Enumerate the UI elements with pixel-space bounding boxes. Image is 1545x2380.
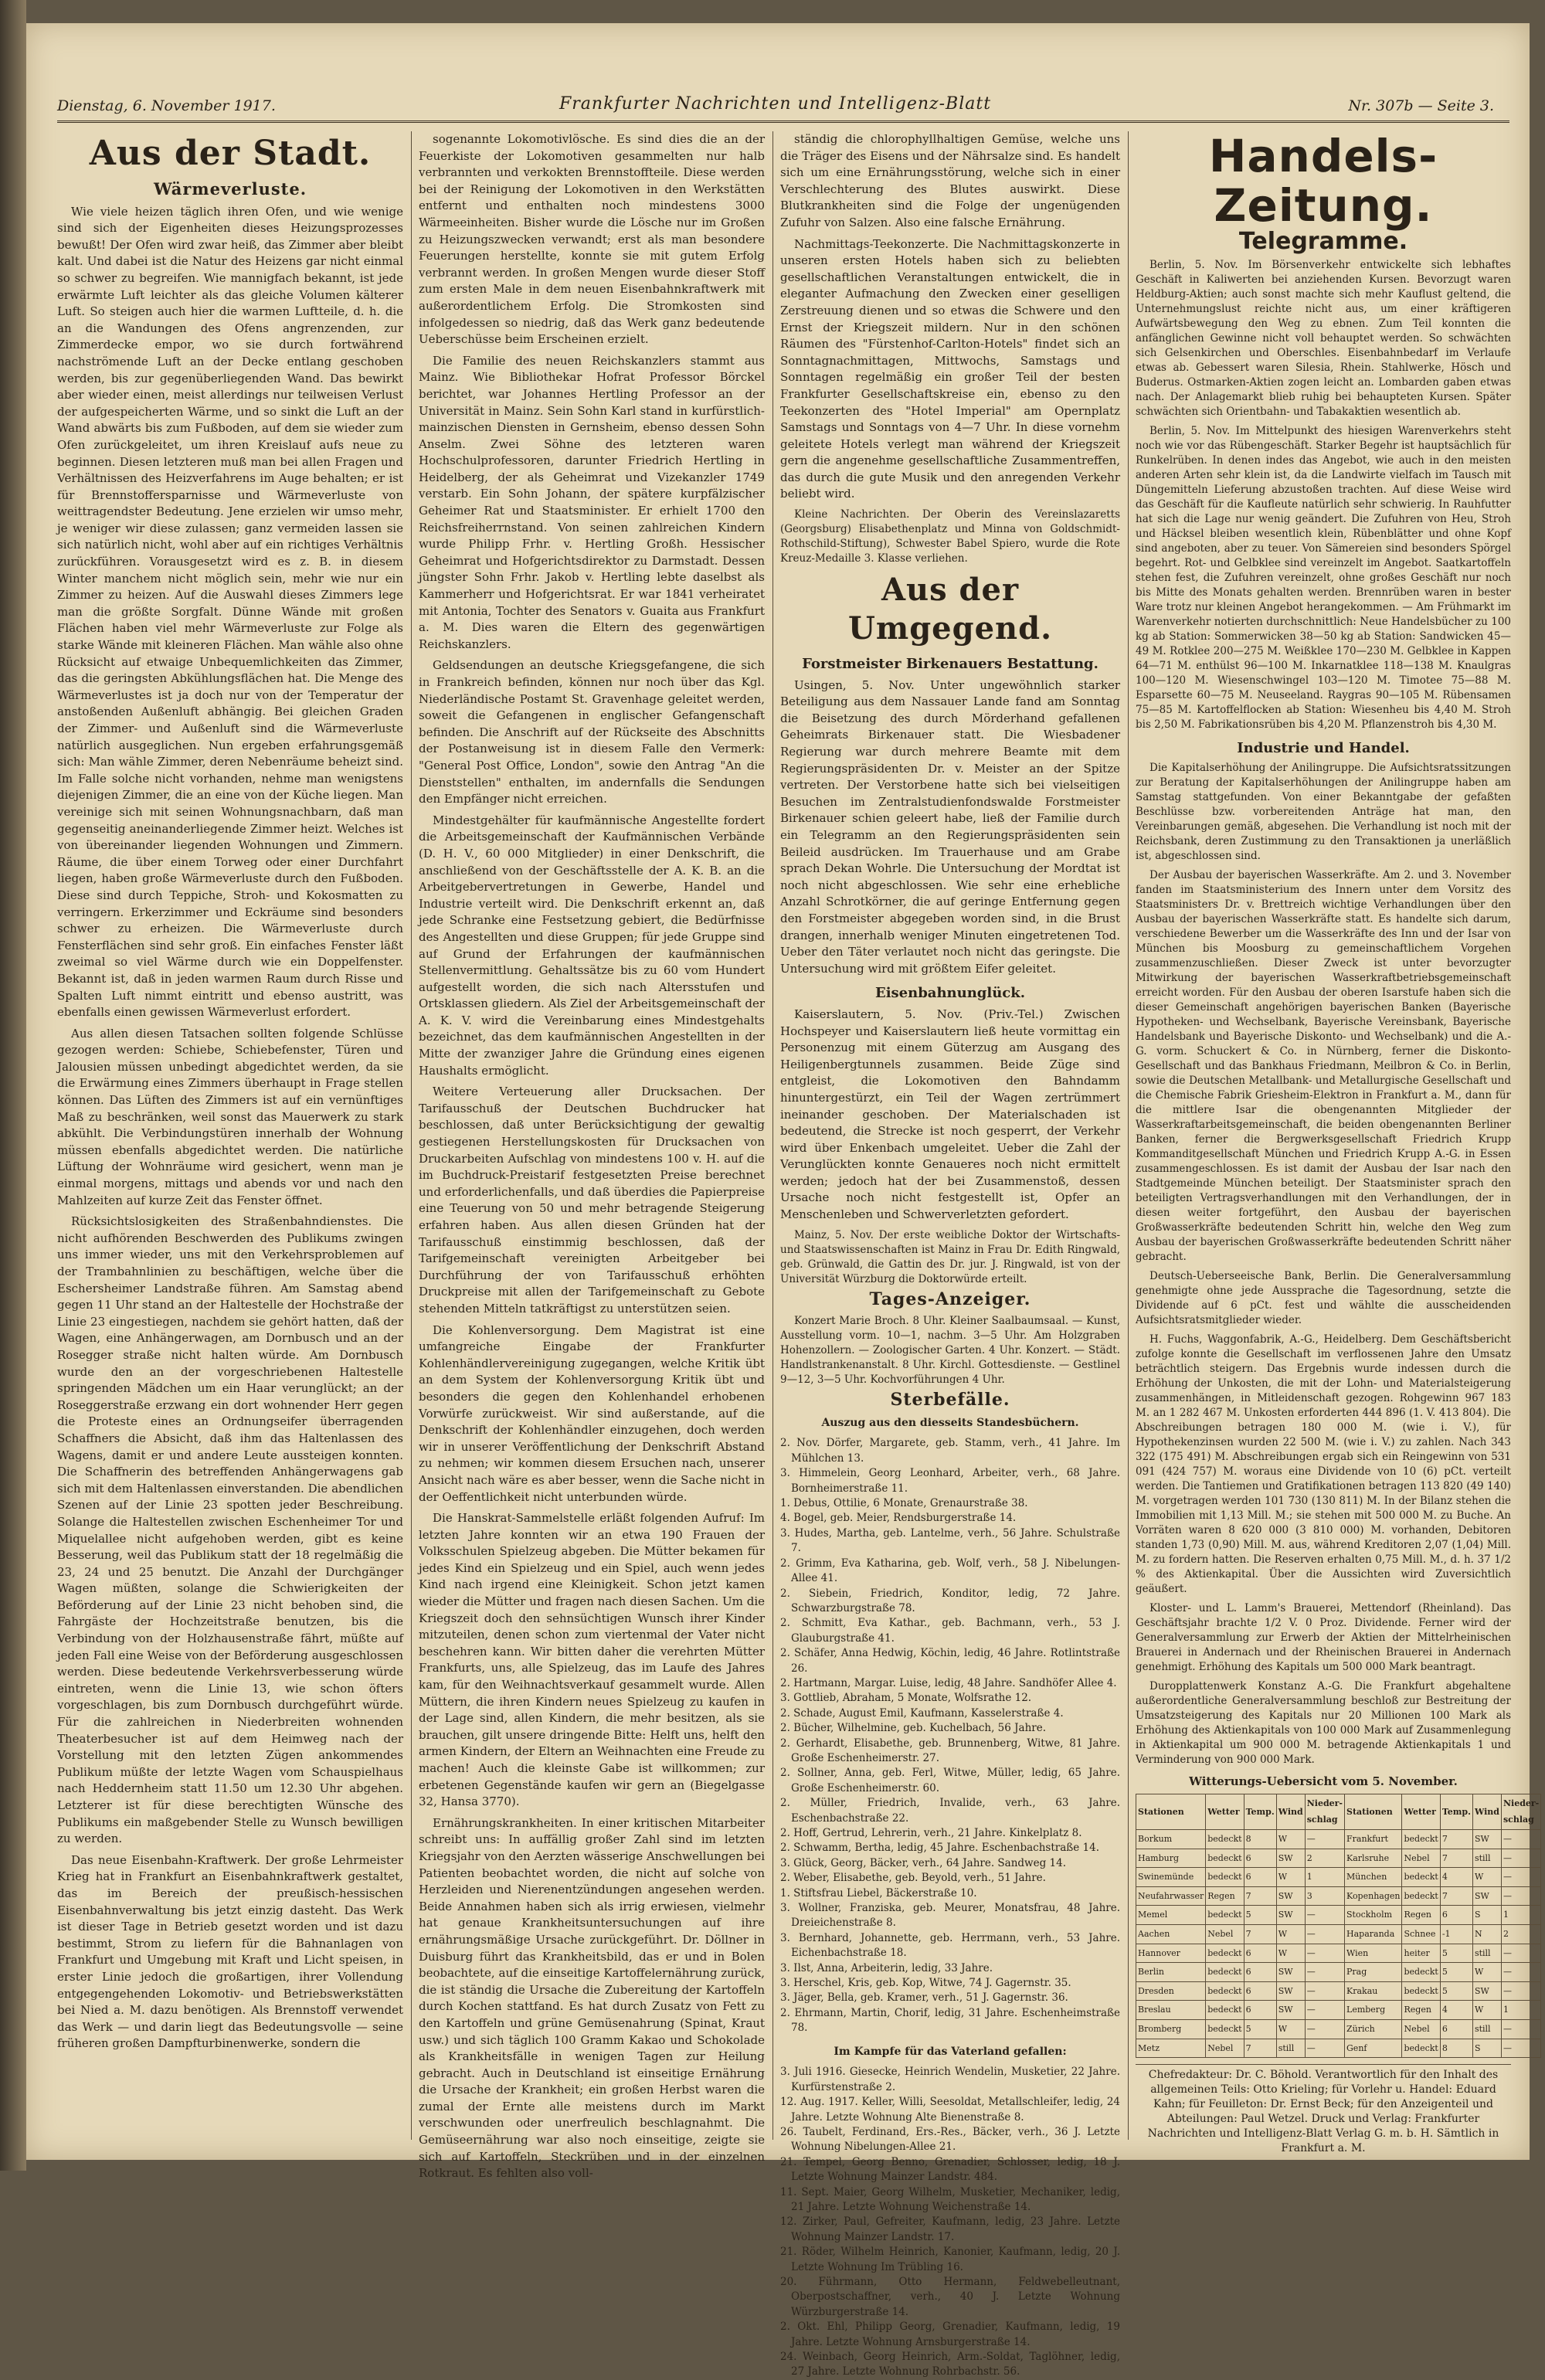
fallen-soldier-notice: 2. Okt. Ehl, Philipp Georg, Grenadier, Kaufmann, ledig, 19 Jahre. Letzte Wohnung Arnsburgerstraße 14. [780, 2321, 1120, 2348]
weather-cell: Nebel [1206, 2039, 1244, 2058]
weather-cell: — [1305, 1924, 1344, 1944]
weather-cell: W [1472, 1868, 1501, 1887]
article-title: Forstmeister Birkenauers Bestattung. [802, 656, 1098, 673]
death-notice: 2. Gerhardt, Elisabethe, geb. Brunnenberg, Witwe, 81 Jahre. Große Eschenheimerstr. 27. [780, 1737, 1120, 1764]
weather-cell: 8 [1440, 2039, 1472, 2058]
weather-column-header: Temp. [1440, 1794, 1472, 1829]
weather-cell: 2 [1501, 1924, 1540, 1944]
weather-cell: — [1501, 1981, 1540, 2001]
death-notice: 4. Bogel, geb. Meier, Rendsburgerstraße 14. [780, 1512, 1017, 1525]
weather-cell: Frankfurt [1345, 1829, 1402, 1849]
weather-cell: — [1305, 1829, 1344, 1849]
column-1 [57, 131, 403, 2155]
weather-cell: 7 [1440, 1886, 1472, 1906]
weather-row [1136, 1849, 1541, 1868]
section-title-deaths: Sterbefälle. [890, 1390, 1010, 1411]
weather-cell: 5 [1440, 1981, 1472, 2001]
weather-cell: 3 [1305, 1886, 1344, 1906]
article-paragraph: Deutsch-Ueberseeische Bank, Berlin. Die Generalversammlung genehmigte ohne jede Aussprache die Tagesordnung, setzte die Dividende auf 6 pCt. fest und wählte die ausscheidenden Aufsichtsratsmitglieder wieder. [1136, 1270, 1511, 1327]
weather-cell: still [1472, 1849, 1501, 1868]
fallen-soldier-notice: 3. Juli 1916. Giesecke, Heinrich Wendelin, Musketier, 22 Jahre. Kurfürstenstraße 2. [780, 2066, 1120, 2093]
weather-cell: SW [1472, 1829, 1501, 1849]
newspaper-page [26, 23, 1540, 2378]
weather-cell: 7 [1244, 2039, 1276, 2058]
weather-cell: — [1501, 2039, 1540, 2058]
weather-cell: W [1472, 1963, 1501, 1982]
article-paragraph: Kloster- und L. Lamm's Brauerei, Mettendorf (Rheinland). Das Geschäftsjahr brachte 1/2 V. 0 Proz. Dividende. Ferner wird der Generalversammlung zur Erwerb der Aktien der Mittelrheinischen Brauerei in Andernach und der Rheinischen Brauerei in Andernach genehmigt. Erhöhung des Kapitals um 500 000 Mark beantragt. [1136, 1602, 1511, 1674]
article-paragraph: Das neue Eisenbahn-Kraftwerk. Der große Lehrmeister Krieg hat in Frankfurt an Eisenbahnkraftwerk gestaltet, das im Bereich der preußisch-hessischen Eisenbahnverwaltung bis jetzt einzig dasteht. Das Werk ist dieser Tage in Betrieb gesetzt worden und ist dazu bestimmt, Strom zu liefern für die Bahnanlagen von Frankfurt und Umgebung mit Kraft und Licht speisen, in erster Linie jedoch die großartigen, ihrer Vollendung entgegengehenden Lokomotiv- und Betriebswerkstätten bei Nied a. M. dazu benötigen. Als Brennstoff verwendet das Werk — und darin liegt das Bedeutungsvolle — seine früheren großen Dampfturbinenwerke, sondern die [57, 1852, 403, 2051]
weather-cell: 1 [1501, 1906, 1540, 1925]
weather-cell: — [1305, 1944, 1344, 1963]
weather-cell: — [1305, 1981, 1344, 2001]
weather-cell: 6 [1244, 1963, 1276, 1982]
weather-cell: 5 [1440, 1963, 1472, 1982]
weather-header-row [1136, 1794, 1541, 1829]
weather-cell: W [1276, 1944, 1305, 1963]
death-notice: 1. Stiftsfrau Liebel, Bäckerstraße 10. [780, 1886, 977, 1900]
weather-cell: bedeckt [1402, 1829, 1440, 1849]
impressum: Chefredakteur: Dr. C. Böhold. Verantwortlich für den Inhalt des allgemeinen Teils: Otto Krieling; für Vorlehr u. Handel: Eduard Kahn; für Feuilleton: Dr. Ernst Beck; für den Anzeigenteil und Abteilungen: Paul Wetzel. Druck und Verlag: Frankfurter Nachrichten und Intelligenz-Blatt Verlag G. m. b. H. Sämtlich in Frankfurt a. M. [1136, 2064, 1511, 2156]
weather-cell: Stockholm [1345, 1906, 1402, 1925]
article-title-heat-loss: Wärmeverluste. [153, 179, 307, 199]
death-notice: 2. Ehrmann, Martin, Chorif, ledig, 31 Jahre. Eschenheimstraße 78. [780, 2006, 1120, 2035]
death-notice: 2. Siebein, Friedrich, Konditor, ledig, 72 Jahre. Schwarzburgstraße 78. [780, 1587, 1120, 1614]
weather-cell: — [1305, 1906, 1344, 1925]
weather-cell: bedeckt [1206, 1849, 1244, 1868]
article-paragraph: Wie viele heizen täglich ihren Ofen, und wie wenige sind sich der Eigenheiten dieses Heizungsprozesses bewußt! Der Ofen wird zwar heiß, das Zimmer aber bleibt kalt. Und dabei ist die Natur des Heizens gar nicht einmal so schwer zu begreifen. Wie mannigfach bekannt, ist jede erwärmte Luft leichter als das gleiche Volumen kälterer Luft. So steigen auch hier die warmen Luftteile, d. h. die an die Wandungen des Ofens angrenzenden, zur Zimmerdecke empor, wo sie durch fortwährend nachströmende Luft an der Decke entlang geschoben werden, bis zur gegenüberliegenden Wand. Das bewirkt aber wieder einen, meist allerdings nur teilweisen Verlust der aufgespeicherten Wärme, und so sinkt die Luft an der Wand abwärts bis zum Fußboden, auf dem sie wieder zum Ofen zurückgeleitet, um ihren Kreislauf aufs neue zu beginnen. Diesen letzteren muß man bei allen Fragen und Verhältnissen des Heizverfahrens im Auge behalten; er ist für Brennstoffersparnisse und Wärmeverluste von weittragendster Bedeutung. Jene erzielen wir umso mehr, je weniger wir diese zulassen; ganz vermeiden lassen sie sich natürlich nicht, wohl aber auf ein richtiges Verhältnis zurückführen. Vorausgesetzt wird es z. B. in diesem Winter manchem nicht möglich sein, mehr wie nur ein Zimmer zu heizen. Auf die Auswahl dieses Zimmers lege man die größte Sorgfalt. Dünne Wände mit großen Flächen haben viel mehr Wärmeverluste zur Folge als starke Wände mit kleineren Flächen. Man wähle also ohne Rücksicht auf etwaige Unbequemlichkeiten das Zimmer, das die geringsten Abkühlungsflächen hat. Die Menge des Wärmeverlustes ist ja doch nur von der Temperatur der anstoßenden Außenluft abhängig. Bei gleichen Graden der Zimmer- und Außenluft sind die Wärmeverluste natürlich ausgeglichen. Nun ergeben erfahrungsgemäß sich: Man wähle Zimmer, deren Nebenräume beheizt sind. Im Falle solche nicht vorhanden, nehme man wenigstens diejenigen Zimmer, die an eine von der Küche liegen. Man vereinige sich mit seinen Wohnungsnachbarn, daß man gegenseitig aneinanderliegende Zimmer heizt. Welches ist von übereinander liegenden Wohnungen und Zimmern. Räume, die über einem Torweg oder einer Durchfahrt liegen, haben große Wärmeverluste durch den Fußboden. Diese sind durch Teppiche, Stroh- und Kokosmatten zu verringern. Erkerzimmer und Eckräume sind besonders schwer zu erheizen. Die Wärmeverluste durch Fensterflächen sind sehr groß. Ein einfaches Fenster läßt zweimal so viel Wärme durch wie ein Doppelfenster. Bekannt ist, daß in jeden warmen Raum durch Risse und Spalten Luft nimmt eintritt und ebenso austritt, was ebenfalls einen gewissen Wärmeverlust erfordert. [57, 204, 403, 1020]
weather-cell: Krakau [1345, 1981, 1402, 2001]
death-notice: 3. Wollner, Franziska, geb. Meurer, Monatsfrau, 48 Jahre. Dreieichenstraße 8. [780, 1902, 1120, 1930]
weather-cell: Hamburg [1136, 1849, 1206, 1868]
weather-cell: Haparanda [1345, 1924, 1402, 1944]
weather-column-header: Nieder-schlag [1305, 1794, 1344, 1829]
weather-column-header: Wind [1276, 1794, 1305, 1829]
article-paragraph: Der Ausbau der bayerischen Wasserkräfte. Am 2. und 3. November fanden im Staatsministerium des Innern unter dem Vorsitz des Staatsministers Dr. v. Brettreich wichtige Verhandlungen über den Ausbau der bayerischen Wasserkräfte statt. Es handelte sich darum, verschiedene Bewerber um die Wasserkräfte des Inn und der Isar von München bis Moosburg zu gemeinschaftlichem Vorgehen zusammenzuschließen. Dieser Zweck ist unter bevorzugter Mitwirkung der bayerischen Wasserkraftbetriebsgemeinschaft erreicht worden. Für den Ausbau der oberen Isarstufe haben sich die dieser Gemeinschaft angehörigen bayerischen Banken (Bayerische Hypotheken- und Wechselbank, Bayerische Vereinsbank, Bayerische Handelsbank und Bayerische Diskonto- und Wechselbank) und die A.-G. vorm. Schuckert & Co. in Nürnberg, ferner die Diskonto-Gesellschaft und das Bankhaus Friedmann, Meilbron & Co. in Berlin, sowie die Deutschen Metallbank- und Metallurgische Gesellschaft und die Chemische Fabrik Griesheim-Elektron in Frankfurt a. M., dann für die mittlere Isar die obengenannten Mitglieder der Wasserkraftarbeitsgemeinschaft, die beiden obengenannten Berliner Banken, ferner die Bergwerksgesellschaft Friedrich Krupp Kommanditgesellschaft München und Friedrich Krupp A.-G. in Essen zusammengeschlossen. Es ist damit der Ausbau der Isar nach den Stadtgemeinde München beteiligt. Der Staatsminister sprach den beteiligten Vertragsverhandlungen mit den Verhandlungen, der in diesen weiter fortgeführt, den Ausbau der bayerischen Großwasserkräfte bedeutenden Schritt hin, welche den Weg zum Ausbau der bayerischen Großwasserkräfte bedeutenden Schritt näher gebracht. [1136, 869, 1511, 1264]
weather-cell: 5 [1244, 2019, 1276, 2039]
masthead-title: Frankfurter Nachrichten und Intelligenz-Blatt [559, 94, 992, 114]
weather-row [1136, 2001, 1541, 2020]
section-title-daily-guide: Tages-Anzeiger. [869, 1288, 1031, 1309]
page-header [57, 94, 1509, 123]
weather-cell: 8 [1244, 1829, 1276, 1849]
event-listing: Konzert Marie Broch. 8 Uhr. Kleiner Saalbaumsaal. — Kunst, Ausstellung vorm. 10—1, nachm. 3—5 Uhr. Am Holzgraben Hohenzollern. — Zoologischer Garten. 4 Uhr. Konzert. — Städt. Handlstrankenanstalt. 8 Uhr. Kirchl. Gottesdienste. — Gestlinel 9—12, 3—5 Uhr. Kochvorführungen 4 Uhr. [780, 1315, 1120, 1387]
article-paragraph: sogenannte Lokomotivlösche. Es sind dies die an der Feuerkiste der Lokomotiven gesammelten nur halb verbrannten und verkokten Brennstoffteile. Diese werden bei der Reinigung der Lokomotiven in den Werkstätten entfernt und enthalten noch mindestens 3000 Wärmeeinheiten. Bisher wurde die Lösche nur im Großen zu Heizungszwecken verwandt; erst als man besondere Feuerungen herstellte, konnte sie mit gutem Erfolg verbrannt werden. In großen Mengen wurde dieser Stoff zum ersten Male in dem neuen Eisenbahnkraftwerk mit außerordentlichem Erfolg. Die Stromkosten sind infolgedessen so niedrig, daß das Werk ganz bedeutende Ueberschüsse beim Erscheinen erzielt. [419, 132, 765, 347]
column-4 [1136, 130, 1540, 2155]
weather-cell: bedeckt [1402, 1963, 1440, 1982]
weather-cell: Borkum [1136, 1829, 1206, 1849]
weather-cell: still [1472, 2019, 1501, 2039]
weather-row [1136, 1944, 1541, 1963]
death-notice: 2. Schmitt, Eva Kathar., geb. Bachmann, verh., 53 J. Glauburgstraße 41. [780, 1617, 1120, 1645]
column-rule [772, 131, 773, 2140]
weather-cell: — [1501, 1868, 1540, 1887]
weather-cell: Regen [1206, 1886, 1244, 1906]
weather-row [1136, 1906, 1541, 1925]
death-notice: 2. Sollner, Anna, geb. Ferl, Witwe, Müller, ledig, 65 Jahre. Große Eschenheimerstr. 60. [780, 1767, 1120, 1794]
weather-cell: Prag [1345, 1963, 1402, 1982]
weather-cell: — [1501, 2019, 1540, 2039]
weather-title: Witterungs-Uebersicht vom 5. November. [1189, 1774, 1458, 1789]
weather-cell: Genf [1345, 2039, 1402, 2058]
death-notice: 2. Schwamm, Bertha, ledig, 45 Jahre. Eschenbachstraße 14. [780, 1842, 1100, 1855]
weather-cell: 7 [1440, 1829, 1472, 1849]
fallen-soldier-notice: 26. Taubelt, Ferdinand, Ers.-Res., Bäcker, verh., 36 J. Letzte Wohnung Nibelungen-Allee 21. [780, 2125, 1120, 2154]
article-paragraph: Geldsendungen an deutsche Kriegsgefangene, die sich in Frankreich befinden, können nur noch über das Kgl. Niederländische Postamt St. Gravenhage geleitet werden, soweit die Gefangenen in englischer Gefangenschaft befinden. Die Anschrift auf der Rückseite des Abschnitts der Postanweisung ist in diesem Falle den Vermerk: "General Post Office, London", sowie den Antrag "An die Dienststellen" enthalten, im andernfalls die Sendungen den Empfänger nicht erreichen. [419, 658, 765, 806]
weather-cell: SW [1276, 1981, 1305, 2001]
weather-cell: 7 [1244, 1924, 1276, 1944]
weather-column-header: Wetter [1402, 1794, 1440, 1829]
weather-cell: W [1472, 2001, 1501, 2020]
weather-cell: SW [1472, 1981, 1501, 2001]
weather-cell: SW [1276, 1886, 1305, 1906]
section-headline-city: Aus der Stadt. [89, 134, 372, 173]
weather-cell: Wien [1345, 1944, 1402, 1963]
weather-column-header: Nieder-schlag [1501, 1794, 1540, 1829]
article-paragraph: Mindestgehälter für kaufmännische Angestellte fordert die Arbeitsgemeinschaft der Kaufmännischen Verbände (D. H. V., 60 000 Mitglieder) in einer Denkschrift, die anschließend von der Geschäftsstelle der A. K. B. an die Arbeitgebervertretungen in Gewerbe, Handel und Industrie verteilt wird. Die Denkschrift erkennt an, daß jede Schranke eine Festsetzung gebiert, die Bedürfnisse des Angestellten und diese Gruppen; für jede Gruppe sind auf Grund der Erfahrungen der kaufmännischen Stellenvermittlung. Gehaltssätze bis zu 60 vom Hundert aufgestellt worden, die sich nach Altersstufen und Ortsklassen gliedern. Als Ziel der Arbeitsgemeinschaft der A. K. V. wird die Vereinbarung eines Mindestgehalts bezeichnet, das dem kaufmännischen Angestellten in der Mitte der zwanziger Jahre die Gründung eines eigenen Haushalts ermöglicht. [419, 813, 765, 1078]
weather-cell: Karlsruhe [1345, 1849, 1402, 1868]
weather-cell: 2 [1305, 1849, 1344, 1868]
death-notice: 2. Bücher, Wilhelmine, geb. Kuchelbach, 56 Jahre. [780, 1722, 1047, 1735]
article-paragraph: Die Kohlenversorgung. Dem Magistrat ist eine umfangreiche Eingabe der Frankfurter Kohlenhändlervereinigung zugegangen, welche Kritik übt an dem System der Kohlenversorgung Kritik übt und besonders die gegen den Kohlenhandel erhobenen Vorwürfe zurückweist. Wir sind außerstande, auf die Denkschrift der Kohlenhändler einzugehen, doch werden wir in unserer Veröffentlichung der Denkschrift Abstand zu nehmen; wir kommen diesem Ersuchen nach, unserer Ansicht nach wäre es aber besser, wenn die Sache nicht in der Oeffentlichkeit nicht unterbunden würde. [419, 1322, 765, 1504]
weather-cell: Nebel [1402, 1849, 1440, 1868]
fallen-soldier-notice: 11. Sept. Maier, Georg Wilhelm, Musketier, Mechaniker, ledig, 21 Jahre. Letzte Wohnung Weichenstraße 14. [780, 2185, 1120, 2213]
weather-cell: Berlin [1136, 1963, 1206, 1982]
weather-cell: S [1472, 2039, 1501, 2058]
fallen-soldier-notice: 12. Zirker, Paul, Gefreiter, Kaufmann, ledig, 23 Jahre. Letzte Wohnung Mainzer Landstr. 17. [780, 2215, 1120, 2243]
weather-cell: bedeckt [1206, 1963, 1244, 1982]
deaths-subtitle: Auszug aus den diesseits Standesbüchern. [821, 1416, 1079, 1429]
article-paragraph: Weitere Verteuerung aller Drucksachen. Der Tarifausschuß der Deutschen Buchdrucker hat beschlossen, daß unter Berücksichtigung der gewaltig gestiegenen Herstellungskosten für Drucksachen von Druckarbeiten Aufschlag von mindestens 100 v. H. auf die im Buchdruck-Preistarif festgesetzten Preise berechnet und erforderlichenfalls, und daß überdies die Papierpreise eine Teuerung von 50 und mehr betragende Steigerung erfahren haben. Aus allen diesen Gründen hat der Tarifausschuß einstimmig beschlossen, daß der Tarifgemeinschaft vereinigten Arbeitgeber bei Durchführung der von Tarifausschuß erhöhten Druckpreise mit allen der Tarifgemeinschaft zu Gebote stehenden Mitteln tatkräftigst zu unterstützen seien. [419, 1085, 765, 1316]
weather-cell: W [1276, 1868, 1305, 1887]
weather-cell: bedeckt [1206, 1944, 1244, 1963]
weather-cell: Kopenhagen [1345, 1886, 1402, 1906]
weather-cell: bedeckt [1206, 1829, 1244, 1849]
article-paragraph: Kaiserslautern, 5. Nov. (Priv.-Tel.) Zwischen Hochspeyer und Kaiserslautern ließ heute vormittag ein Personenzug mit einem Güterzug am Ausgang des Heiligenbergtunnels zusammen. Beide Züge sind entgleist, die Lokomotiven den Bahndamm hinuntergestürzt, ein Teil der Wagen zertrümmert ineinander geschoben. Der Materialschaden ist bedeutend, die Strecke ist noch gesperrt, der Verkehr wird über Enkenbach umgeleitet. Ueber die Zahl der Verunglückten konnte Genaueres noch nicht ermittelt werden; jedoch hat der bei Zusammenstoß, dessen Ursache noch nicht festgestellt ist, Opfer an Menschenleben und Schwerverletzten gefordert. [780, 1007, 1120, 1222]
weather-row [1136, 1829, 1541, 1849]
article-paragraph: Usingen, 5. Nov. Unter ungewöhnlich starker Beteiligung aus dem Nassauer Lande fand am Sonntag die Beisetzung des durch Mörderhand gefallenen Geheimrats Birkenauer statt. Die Wiesbadener Regierung war durch mehrere Beamte mit dem Regierungspräsidenten Dr. v. Meister an der Spitze vertreten. Der Verstorbene hatte sich bei vielseitigen Besuchen im Zentralstudienfondswalde Forstmeister Birkenauer schien geleert habe, ließ der Familie durch ein Telegramm an den Regierungspräsidenten sein Beileid ausdrücken. Im Trauerhause und am Grabe sprach Dekan Wohrle. Die Untersuchung der Mordtat ist noch nicht abgeschlossen. Wie sehr eine erhebliche Anzahl Schrotkörner, die auf geringe Entfernung gegen den Forstmeister abgegeben worden sind, in die Brust drangen, innerhalb weniger Minuten eingetretenen Tod. Ueber den Täter verlautet noch nicht das geringste. Die Untersuchung wird mit größtem Eifer geleitet. [780, 677, 1120, 976]
weather-cell: — [1501, 1849, 1540, 1868]
weather-row [1136, 1963, 1541, 1982]
weather-cell: bedeckt [1206, 2001, 1244, 2020]
article-paragraph: Nachmittags-Teekonzerte. Die Nachmittagskonzerte in unseren ersten Hotels haben sich zu beliebten gesellschaftlichen Veranstaltungen entwickelt, die in eleganter Aufmachung den Zwecken einer geselligen Zerstreuung dienen und so etwas die Schwere und den Ernst der Kriegszeit mildern. Nur in den schönen Räumen des "Fürstenhof-Carlton-Hotels" findet sich an Sonntagnachmittagen, Mittwochs, Samstags und Sonntagen regelmäßig ein großer Teil der besten Frankfurter Gesellschaftskreise ein, ebenso zu den Teekonzerten des "Hotel Imperial" am Opernplatz Samstags und Sonntags von 4—7 Uhr. In diese vornehm geleitete Hotels verlegt man während der Kriegszeit gern die angenehme gesellschaftliche Zusammentreffen, das durch die gute Musik und den anregenden Verkehr beliebt wird. [780, 236, 1120, 501]
column-rule [411, 131, 412, 2140]
weather-cell: Memel [1136, 1906, 1206, 1925]
article-paragraph: Die Familie des neuen Reichskanzlers stammt aus Mainz. Wie Bibliothekar Hofrat Professor Börckel berichtet, war Johannes Hertling Professor an der Universität in Mainz. Sein Sohn Karl stand in kurfürstlich-mainzischen Diensten in Gernsheim, ebenso dessen Sohn Anselm. Zwei Söhne des letzteren waren Hochschulprofessoren, darunter Friedrich Hertling in Heidelberg, der als Geheimrat und Vizekanzler 1749 verstarb. Ein Sohn Johann, der spätere kurpfälzischer Geheimer Rat und Staatsminister. Er erhielt 1700 den Reichsfreiherrnstand. Von seinen zahlreichen Kindern wurde Philipp Frhr. v. Hertling Großh. Hessischer Geheimrat und Hofgerichtsdirektor zu Darmstadt. Dessen jüngster Sohn Frhr. Jakob v. Hertling lebte daselbst als Kammerherr und Hofgerichtsrat. Er war 1841 verheiratet mit Antonia, Tochter des Senators v. Guaita aus Frankfurt a. M. Dies waren die Eltern des gegenwärtigen Reichskanzlers. [419, 353, 765, 651]
weather-cell: 1 [1305, 1868, 1344, 1887]
weather-cell: Swinemünde [1136, 1868, 1206, 1887]
weather-cell: Lemberg [1345, 2001, 1402, 2020]
section-subtitle-telegrams: Telegramme. [1238, 228, 1408, 255]
weather-row [1136, 1924, 1541, 1944]
article-title: Eisenbahnunglück. [874, 985, 1026, 1002]
weather-cell: — [1501, 1944, 1540, 1963]
weather-cell: — [1305, 1963, 1344, 1982]
section-headline-surroundings: Aus der Umgegend. [847, 572, 1053, 647]
column-2 [419, 131, 765, 2181]
weather-cell: Nebel [1206, 1924, 1244, 1944]
weather-cell: 7 [1440, 1849, 1472, 1868]
death-notice: 3. Jäger, Bella, geb. Kramer, verh., 51 J. Gagernstr. 36. [780, 1991, 1068, 2005]
death-notice: 3. Hudes, Martha, geb. Lantelme, verh., 56 Jahre. Schulstraße 7. [780, 1526, 1120, 1555]
weather-cell: 6 [1244, 1849, 1276, 1868]
weather-cell: — [1305, 2039, 1344, 2058]
article-paragraph: H. Fuchs, Waggonfabrik, A.-G., Heidelberg. Dem Geschäftsbericht zufolge konnte die Gesellschaft im verflossenen Jahre den Umsatz beträchtlich steigern. Das Ergebnis wurde indessen durch die Erhöhung der Unkosten, die mit der Lohn- und Materialsteigerung zusammenhängen, in Mitleidenschaft gezogen. Rohgewinn 967 183 M. an 1 282 467 M. Unkosten erforderten 444 896 (1. V. 413 804). Die Abschreibungen betragen 180 000 M. (wie i. V.), für Hypothekenzinsen wurden 22 500 M. (wie i. V.) zu zahlen. Nach 343 322 (175 491) M. Abschreibungen ergab sich ein Reingewinn von 531 091 (424 757) M. woraus eine Dividende von 10 (6) pCt. verteilt werden. Die Tantiemen und Gratifikationen betragen 113 820 (49 140) M. vorgetragen werden 101 730 (130 811) M. In der Bilanz stehen die Immobilien mit 1,13 Mill. M.; sie stehen mit 500 000 M. zu Buche. An Vorräten waren 8 620 000 (3 810 000) M. vorhanden, Debitoren standen 1,73 (0,90) Mill. M. aus, während Kreditoren 2,07 (1,04) Mill. M. zu fordern hatten. Die Reserven erhalten 0,75 Mill. M., d. h. 37 1/2 % des Aktienkapital. Über die Aussichten wird Zuversichtlich geäußert. [1136, 1333, 1511, 1596]
death-notice: 2. Schade, August Emil, Kaufmann, Kasselerstraße 4. [780, 1706, 1064, 1720]
article-paragraph: Mainz, 5. Nov. Der erste weibliche Doktor der Wirtschafts- und Staatswissenschaften ist Mainz in Frau Dr. Edith Ringwald, geb. Grünwald, die Gattin des Dr. jur. J. Ringwald, ist von der Universität Würzburg die Doktorwürde erteilt. [780, 1228, 1120, 1285]
weather-cell: SW [1276, 1963, 1305, 1982]
fallen-soldier-notice: 21. Tempel, Georg Benno, Grenadier, Schlosser, ledig, 18 J. Letzte Wohnung Mainzer Landstr. 484. [780, 2155, 1120, 2184]
weather-cell: Hannover [1136, 1944, 1206, 1963]
weather-column-header: Wetter [1206, 1794, 1244, 1829]
weather-column-header: Wind [1472, 1794, 1501, 1829]
article-paragraph: Die Kapitalserhöhung der Anilingruppe. Die Aufsichtsratssitzungen zur Beratung der Kapitalserhöhungen der Anilingruppe haben am Samstag stattgefunden. Von einer Bekanntgabe der gefaßten Beschlüsse bzw. vorbereitenden Anträge hat man, den Vereinbarungen gemäß, abgesehen. Die Verhandlung ist noch mit der Reichsbank, deren Zustimmung zu den Transaktionen ja unerläßlich ist, abgeschlossen sind. [1136, 762, 1511, 863]
deaths-list [780, 1436, 1120, 2035]
weather-cell: 7 [1244, 1886, 1276, 1906]
weather-cell: Regen [1402, 2001, 1440, 2020]
column-rule [1128, 131, 1129, 2140]
article-paragraph: Berlin, 5. Nov. Im Börsenverkehr entwickelte sich lebhaftes Geschäft in Kaliwerten bei anziehenden Kursen. Bevorzugt waren Heldburg-Aktien; auch sonst machte sich mehr Kauflust geltend, die Unternehmungslust reichte nicht aus, um einer kräftigeren Aufwärtsbewegung den Weg zu ebnen. Zum Teil konnten die anfänglichen Gewinne nicht voll behauptet werden. So schwächten sich Gelsenkirchen und Oberschles. Eisenbahnbedarf im Verlaufe etwas ab. Gebessert waren Silesia, Rhein. Stahlwerke, Hösch und Buderus. Ostmarken-Aktien zogen leicht an. Lombarden gaben etwas nach. Der Anlagemarkt blieb ruhig bei behaupteten Kursen. Später schwächten sich Orientbahn- und Tabakaktien wesentlich ab. [1136, 258, 1511, 418]
weather-cell: Metz [1136, 2039, 1206, 2058]
weather-cell: 6 [1440, 2019, 1472, 2039]
death-notice: 3. Gottlieb, Abraham, 5 Monate, Wolfsrathe 12. [780, 1692, 1032, 1705]
fallen-soldier-notice: 24. Weinbach, Georg Heinrich, Arm.-Soldat, Taglöhner, ledig, 27 Jahre. Letzte Wohnung Rohrbachstr. 56. [780, 2351, 1120, 2378]
weather-cell: 6 [1244, 1868, 1276, 1887]
weather-cell: -1 [1440, 1924, 1472, 1944]
weather-cell: S [1472, 1906, 1501, 1925]
section-headline-business: Handels-Zeitung. [1208, 130, 1438, 232]
weather-row [1136, 1868, 1541, 1887]
article-paragraph: ständig die chlorophyllhaltigen Gemüse, welche uns die Träger des Eisens und der Nährsalze sind. Es handelt sich um eine Ernährungsstörung, welche sich in einer Verschlechterung des Blutes auswirkt. Diese Blutkrankheiten sind die Folge der ungenügenden Zufuhr von Salzen. Also eine falsche Ernährung. [780, 132, 1120, 229]
death-notice: 2. Nov. Dörfer, Margarete, geb. Stamm, verh., 41 Jahre. Im Mühlchen 13. [780, 1437, 1120, 1465]
death-notice: 2. Hartmann, Margar. Luise, ledig, 48 Jahre. Sandhöfer Allee 4. [780, 1676, 1117, 1689]
weather-cell: Neufahrwasser [1136, 1886, 1206, 1906]
article-paragraph: Aus allen diesen Tatsachen sollten folgende Schlüsse gezogen werden: Schiebe, Schiebefenster, Türen und Jalousien müssen unbedingt abgedichtet werden, da sie die Erwärmung eines Zimmers überhaupt in Frage stellen können. Das Lüften des Zimmers ist auf ein vernünftiges Maß zu beschränken, weil sonst das Mauerwerk zu stark abkühlt. Die Verbindungstüren innerhalb der Wohnung müssen ebenfalls abgedichtet werden. Die natürliche Lüftung der Wohnräume wird gesichert, wenn man je einmal morgens, mittags und abends vor und nach den Mahlzeiten auf kurze Zeit das Fenster öffnet. [57, 1026, 403, 1207]
article-paragraph: Berlin, 5. Nov. Im Mittelpunkt des hiesigen Warenverkehrs steht noch wie vor das Rübengeschäft. Starker Begehr ist hauptsächlich für Runkelrüben. In denen indes das Angebot, wie auch in den meisten anderen Arten sehr klein ist, da die Landwirte vielfach im Tausch mit Düngemitteln Lieferung abzustoßen trachten. Auf diese Weise wird das Geschäft für die Kaufleute natürlich sehr schwierig. In Rauhfutter hat sich die Lage nur wenig geändert. Die Zufuhren von Heu, Stroh und Häcksel bleiben wesentlich klein, Rübenblätter und ohne Kopf sind angeboten, aber zu teuer. Von Sämereien sind besonders Spörgel begehrt. Rot- und Gelbklee sind vereinzelt im Angebot. Saatkartoffeln stehen fest, die Zufuhren vereinzelt, ohne großes Geschäft nur noch bis Mitte des Monats gehalten werden. Brennrüben waren in bester Ware trotz nur kleinen Angebot herangekommen. — Am Frühmarkt im Warenverkehr notierten durchschnittlich: Neue Handelsbücher zu 100 kg ab Station: Sommerwicken 38—50 kg ab Station: Sandwicken 45—49 M. Rotklee 200—275 M. Weißklee 170—230 M. Gelbklee in Kappen 64—71 M. enthülst 96—100 M. Inkarnatklee 118—138 M. Knaulgras 100—120 M. Wiesenschwingel 103—120 M. Timotee 75—88 M. Esparsette 60—75 M. Neuseeland. Raygras 90—105 M. Rübensamen 75—85 M. Kartoffelflocken ab Station: Wiesenheu bis 4,40 M. Stroh bis 2,50 M. Fabrikationsrüben bis 4,20 M. Pflanzenstroh bis 4,30 M. [1136, 424, 1511, 731]
article-paragraph: Rücksichtslosigkeiten des Straßenbahndienstes. Die nicht aufhörenden Beschwerden des Publikums zwingen uns immer wieder, uns mit den Verkehrsproblemen auf der Trambahnlinien zu beschäftigen, welche über die Eschersheimer Landstraße führen. Am Samstag abend gegen 11 Uhr stand an der Haltestelle der Hochstraße der Linie 23 eingestiegen, nachdem sie gehört hatten, daß der Wagen, eine Anhängerwagen, am Dornbusch und an der Rosegger straße nicht halten würde. Am Dornbusch wurde den an der vorgeschriebenen Haltestelle springenden Mädchen um ein Haar verunglückt; an der Roseggerstraße erzwang ein dort wohnender Herr gegen die Proteste eines an Ordnungseifer überragenden Schaffners die Absicht, daß ihm das Haltenlassen des Wagens, damit er und andere Leute aussteigen konnten. Die Schaffnerin des betreffenden Anhängerwagens gab sich mit dem Haltenlassen einverstanden. Die abendlichen Szenen auf der Linie 23 spotten jeder Beschreibung. Solange die Haltestellen zwischen Eschenheimer Tor und Miquelallee nicht aufgehoben werden, gibt es keine Besserung, weil das Publikum statt der 18 regelmäßig die 23, 24 und 25 benutzt. Die Anzahl der Durchgänger Wagen müßten, solange die Schwierigkeiten der Beförderung auf der Linie 23 nicht behoben sind, die Fahrgäste der Hochzeitstraße benutzen, bis die Verbindung von der Holzhausenstraße fährt, müßte auf jeden Fall eine Weise von der Beförderung ausgeschlossen werden. Diese bedeutende Verkehrsverbesserung würde eintreten, wenn die Linie 13, wie schon öfters vorgeschlagen, bis zum Dornbusch durchgeführt würde. Für die zahlreichen in Niederbreiten wohnenden Theaterbesucher ist auf dem Heimweg nach der Vorstellung mit den letzten Zügen ankommendes Publikum müßte der letzte Wagen vom Schauspielhaus nach Heddernheim statt 11.50 um 12.30 Uhr abgehen. Letzterer ist für diese berechtigten Wünsche des Publikums ein maßgebender Stelle zu Wunsch bewilligen zu werden. [57, 1214, 403, 1846]
weather-cell: SW [1472, 1886, 1501, 1906]
weather-column-header: Temp. [1244, 1794, 1276, 1829]
weather-column-header: Stationen [1136, 1794, 1206, 1829]
fallen-soldier-notice: 12. Aug. 1917. Keller, Willi, Seesoldat, Metallschleifer, ledig, 24 Jahre. Letzte Wohnung Alte Bienenstraße 8. [780, 2096, 1120, 2124]
weather-cell: Zürich [1345, 2019, 1402, 2039]
weather-cell: SW [1276, 1906, 1305, 1925]
weather-cell: Schnee [1402, 1924, 1440, 1944]
weather-column-header: Stationen [1345, 1794, 1402, 1829]
weather-cell: 6 [1244, 2001, 1276, 2020]
death-notice: 2. Grimm, Eva Katharina, geb. Wolf, verh., 58 J. Nibelungen-Allee 41. [780, 1557, 1120, 1585]
article-paragraph: Duropplattenwerk Konstanz A.-G. Die Frankfurt abgehaltene außerordentliche Generalversammlung beschloß zur Bestreitung der Umsatzsteigerung des Kapitals nur 20 Millionen 100 Mark als Erhöhung des Aktienkapitals von 100 000 Mark auf Zusammenlegung in Aktienkapital um 900 000 M. betragende Aktienkapitals 1 und Verminderung von 900 000 Mark. [1136, 1680, 1511, 1767]
weather-cell: Bromberg [1136, 2019, 1206, 2039]
death-notice: 1. Debus, Ottilie, 6 Monate, Grenaurstraße 38. [780, 1497, 1028, 1510]
weather-cell: — [1305, 2019, 1344, 2039]
death-notice: 3. Bernhard, Johannette, geb. Herrmann, verh., 53 Jahre. Eichenbachstraße 18. [780, 1931, 1120, 1960]
weather-cell: SW [1276, 1849, 1305, 1868]
weather-row [1136, 1886, 1541, 1906]
weather-row [1136, 2039, 1541, 2058]
weather-cell: bedeckt [1206, 1868, 1244, 1887]
section-title-industry: Industrie und Handel. [1237, 739, 1410, 756]
weather-cell: N [1472, 1924, 1501, 1944]
weather-cell: W [1276, 2019, 1305, 2039]
weather-cell: heiter [1402, 1944, 1440, 1963]
weather-cell: 6 [1244, 1944, 1276, 1963]
weather-cell: 5 [1244, 1906, 1276, 1925]
weather-body [1136, 1829, 1541, 2057]
weather-cell: — [1305, 2001, 1344, 2020]
death-notice: 2. Müller, Friedrich, Invalide, verh., 63 Jahre. Eschenbachstraße 22. [780, 1797, 1120, 1825]
weather-cell: W [1276, 1829, 1305, 1849]
weather-cell: bedeckt [1206, 1981, 1244, 2001]
weather-row [1136, 2019, 1541, 2039]
weather-cell: 4 [1440, 2001, 1472, 2020]
fallen-soldier-notice: 20. Führmann, Otto Hermann, Feldwebelleutnant, Oberpostschaffner, verh., 40 J. Letzte Wohnung Würzburgerstraße 14. [780, 2275, 1120, 2318]
fallen-soldier-notice: 21. Röder, Wilhelm Heinrich, Kanonier, Kaufmann, ledig, 20 J. Letzte Wohnung Im Trübling 16. [780, 2246, 1120, 2273]
weather-cell: München [1345, 1868, 1402, 1887]
weather-cell: Aachen [1136, 1924, 1206, 1944]
weather-table [1136, 1794, 1541, 2058]
article-paragraph: Die Hanskrat-Sammelstelle erläßt folgenden Aufruf: Im letzten Jahre konnten wir an etwa 190 Frauen der Volksschulen Spielzeug abgeben. Die Mütter bekamen für jedes Kind ein Spielzeug und ein Spiel, auch wenn jedes Kind nach irgend eine Kleinigkeit. Schon jetzt kamen wieder die Mütter und fragen nach diesen Sachen. Um die Kriegszeit doch den sehnsüchtigen Wunsch ihrer Kinder mitzuteilen, denen schon zum viertenmal der Vater nicht beschehren kann. Wir bitten daher die verehrten Mütter Frankfurts, uns, alle Spielzeug, das im Laufe des Jahres kam, für den Weihnachtsverkauf gesammelt wurde. Allen Müttern, die ihren Kindern neues Spielzeug zu kaufen in der Lage sind, allen Kindern, die mehr besitzen, als sie brauchen, gilt unsere dringende Bitte: Helft uns, helft den armen Kindern, der Eltern an Weihnachten eine Freude zu machen! Auch die kleinste Gabe ist willkommen; zur erbetenen Gegenstände kaufen wir gern an (Biegelgasse 32, Hansa 3770). [419, 1511, 765, 1809]
weather-cell: still [1276, 2039, 1305, 2058]
weather-cell: — [1501, 1886, 1540, 1906]
death-notice: 2. Schäfer, Anna Hedwig, Köchin, ledig, 46 Jahre. Rotlintstraße 26. [780, 1647, 1120, 1675]
weather-cell: 1 [1501, 2001, 1540, 2020]
weather-cell: SW [1276, 2001, 1305, 2020]
weather-cell: 6 [1244, 1981, 1276, 2001]
weather-cell: bedeckt [1206, 1906, 1244, 1925]
fallen-list [780, 2065, 1120, 2380]
article-paragraph: Kleine Nachrichten. Der Oberin des Vereinslazaretts (Georgsburg) Elisabethenplatz und Minna von Goldschmidt-Rothschild-Stiftung), Schwester Babel Spiero, wurde die Rote Kreuz-Medaille 3. Klasse verliehen. [780, 508, 1120, 565]
weather-cell: 6 [1440, 1906, 1472, 1925]
weather-cell: still [1472, 1944, 1501, 1963]
weather-cell: bedeckt [1402, 1868, 1440, 1887]
fallen-subtitle: Im Kampfe für das Vaterland gefallen: [834, 2045, 1067, 2058]
weather-row [1136, 1981, 1541, 2001]
death-notice: 3. Himmelein, Georg Leonhard, Arbeiter, verh., 68 Jahre. Bornheimerstraße 11. [780, 1467, 1120, 1495]
page-number: Nr. 307b — Seite 3. [1348, 97, 1494, 114]
weather-cell: bedeckt [1402, 2039, 1440, 2058]
death-notice: 3. Ilst, Anna, Arbeiterin, ledig, 33 Jahre. [780, 1961, 993, 1974]
weather-cell: 4 [1440, 1868, 1472, 1887]
weather-cell: 5 [1440, 1944, 1472, 1963]
weather-cell: Nebel [1402, 2019, 1440, 2039]
weather-cell: bedeckt [1402, 1886, 1440, 1906]
death-notice: 2. Hoff, Gertrud, Lehrerin, verh., 21 Jahre. Kinkelplatz 8. [780, 1827, 1082, 1839]
death-notice: 3. Glück, Georg, Bäcker, verh., 64 Jahre. Sandweg 14. [780, 1856, 1066, 1869]
weather-cell: bedeckt [1206, 2019, 1244, 2039]
column-3 [780, 131, 1120, 2378]
death-notice: 2. Weber, Elisabethe, geb. Beyold, verh., 51 Jahre. [780, 1872, 1046, 1885]
weather-cell: Breslau [1136, 2001, 1206, 2020]
issue-date: Dienstag, 6. November 1917. [57, 97, 276, 114]
page-binding-edge [0, 0, 26, 2171]
weather-cell: Dresden [1136, 1981, 1206, 2001]
weather-cell: bedeckt [1402, 1981, 1440, 2001]
weather-cell: W [1276, 1924, 1305, 1944]
weather-cell: — [1501, 1829, 1540, 1849]
article-paragraph: Ernährungskrankheiten. In einer kritischen Mitarbeiter schreibt uns: In auffällig großer Zahl sind im letzten Kriegsjahr von den Aerzten wässerige Anschwellungen bei Patienten beobachtet worden, die nicht auf solche von Herzleiden und Nierenentzündungen angesehen werden. Beide Annahmen haben sich als irrig erwiesen, vielmehr hat genaue Krankheitsuntersuchungen auf ihre ernährungsmäßige Ursache zurückgeführt. Dr. Döllner in Duisburg führt das Krankheitsbild, das er und in Bolen beobachtete, auf die einseitige Kartoffelernährung zurück, die ist ständig die Ursache die Zubereitung der Kartoffeln durch Kochen stattfand. Es hat durch Zusatz von Fett zu den Kartoffeln und grüne Gemüsenahrung (Spinat, Kraut usw.) und sich täglich 100 Gramm Kakao und Schokolade als Krankheitsfälle in wenigen Tagen zur Heilung gebracht. Auch in Deutschland ist einseitige Ernährung die Ursache der Krankheit; ein großen Herbst waren die zumal der Ernte alle meistens durch im Markt verschwunden oder unerfreulich beschlagnahmt. Die Gemüseernährung war also noch einseitige, zeigte sie sich auf Kartoffeln, Steckrüben und in der einzelnen Rotkraut. Es fehlten also voll- [419, 1815, 765, 2181]
weather-cell: Regen [1402, 1906, 1440, 1925]
weather-cell: — [1501, 1963, 1540, 1982]
death-notice: 3. Herschel, Kris, geb. Kop, Witwe, 74 J. Gagernstr. 35. [780, 1977, 1071, 1990]
